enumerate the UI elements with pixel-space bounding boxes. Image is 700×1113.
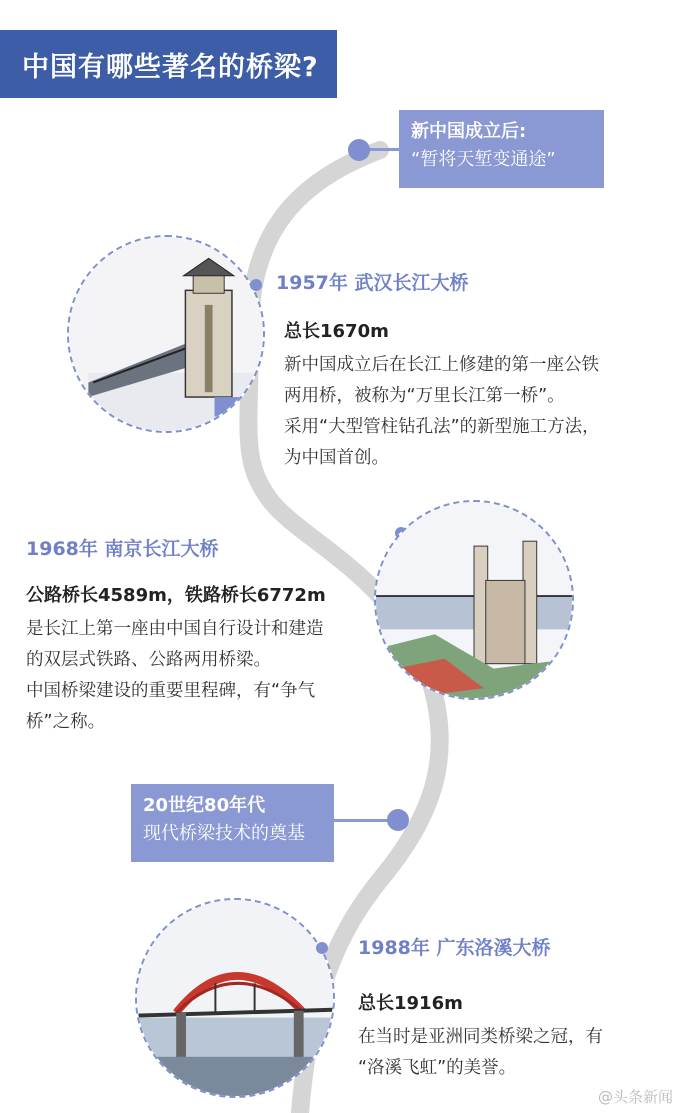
desc-line: 采用“大型管柱钻孔法”的新型施工方法， (284, 417, 600, 438)
era-box-title: 20世纪80年代 (143, 795, 266, 816)
era-box-title: 新中国成立后: (411, 121, 527, 142)
era-box-subtitle: 现代桥梁技术的奠基 (143, 822, 305, 844)
bridge-heading: 1957年 武汉长江大桥 (276, 272, 469, 294)
bridge-photo-nanjing (374, 500, 574, 700)
bridge-stat: 公路桥长4589m，铁路桥长6772m (26, 585, 326, 606)
era-box-2 (131, 784, 334, 862)
desc-line: 为中国首创。 (284, 448, 389, 469)
bridge-image (69, 237, 263, 431)
bridge-heading: 1968年 南京长江大桥 (26, 538, 219, 560)
bridge-description (358, 1022, 603, 1084)
desc-line: “洛溪飞虹”的美誉。 (358, 1058, 517, 1079)
timeline-dot (316, 942, 328, 954)
desc-line: 中国桥梁建设的重要里程碑，有“争气 (26, 681, 316, 702)
watermark: @头条新闻 (598, 1088, 674, 1106)
desc-line: 的双层式铁路、公路两用桥梁。 (26, 650, 271, 671)
bridge-description (284, 350, 600, 475)
era-box-1 (399, 110, 604, 188)
bridge-stat: 总长1916m (358, 993, 463, 1014)
timeline-dot (387, 809, 409, 831)
timeline-dot (250, 279, 262, 291)
desc-line: 两用桥，被称为“万里长江第一桥”。 (284, 386, 565, 407)
desc-line: 桥”之称。 (26, 712, 106, 733)
page-title: 中国有哪些著名的桥梁? (0, 30, 337, 98)
timeline-dot (348, 139, 370, 161)
connector-line (334, 819, 392, 822)
bridge-stat: 总长1670m (284, 321, 389, 342)
bridge-image (137, 900, 333, 1096)
desc-line: 在当时是亚洲同类桥梁之冠，有 (358, 1027, 603, 1047)
desc-line: 是长江上第一座由中国自行设计和建造 (26, 619, 324, 639)
bridge-photo-luoxi (135, 898, 335, 1098)
desc-line: 新中国成立后在长江上修建的第一座公铁 (284, 355, 599, 375)
bridge-image (376, 502, 572, 698)
bridge-photo-wuhan (67, 235, 265, 433)
era-box-subtitle: “暂将天堑变通途” (411, 148, 556, 170)
bridge-heading: 1988年 广东洛溪大桥 (358, 937, 551, 959)
bridge-description (26, 614, 324, 739)
